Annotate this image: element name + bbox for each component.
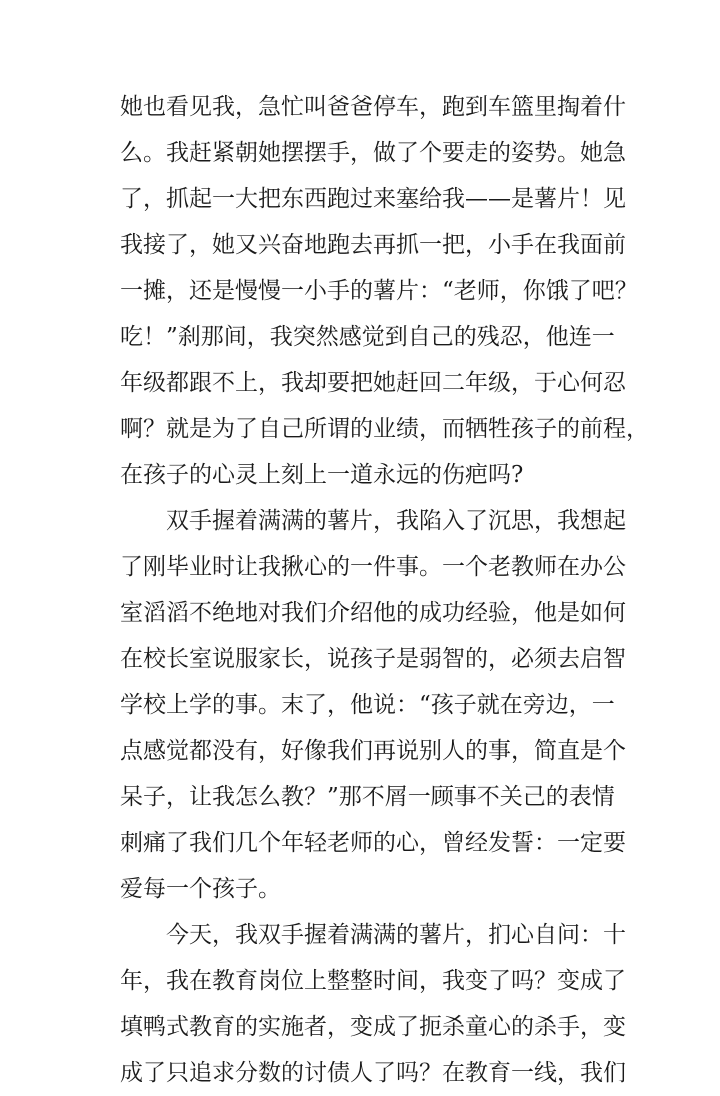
text-line: 刺痛了我们几个年轻老师的心，曾经发誓：一定要 [120,830,626,856]
text-line: 吃！”刹那间，我突然感觉到自己的残忍，他连一 [120,324,615,350]
text-line: 我接了，她又兴奋地跑去再抓一把，小手在我面前 [120,232,626,258]
body-text [120,84,649,1096]
text-line: 年，我在教育岗位上整整时间，我变了吗？变成了 [120,968,626,994]
text-line: 她也看见我，急忙叫爸爸停车，跑到车篮里掏着什 [120,94,626,120]
text-line: 填鸭式教育的实施者，变成了扼杀童心的杀手，变 [120,1014,626,1040]
text-line: 呆子，让我怎么教？”那不屑一顾事不关己的表情 [120,784,615,810]
text-line: 点感觉都没有，好像我们再说别人的事，简直是个 [120,738,626,764]
text-line: 学校上学的事。末了，他说：“孩子就在旁边，一 [120,692,615,718]
text-line: 么。我赶紧朝她摆摆手，做了个要走的姿势。她急 [120,140,626,166]
text-line: 啊？就是为了自己所谓的业绩，而牺牲孩子的前程， [120,416,649,442]
text-line: 了，抓起一大把东西跑过来塞给我——是薯片！见 [120,186,626,212]
text-line: 成了只追求分数的讨债人了吗？在教育一线，我们 [120,1060,626,1086]
text-line: 双手握着满满的薯片，我陷入了沉思，我想起 [166,508,626,534]
text-line: 今天，我双手握着满满的薯片，扪心自问：十 [166,922,626,948]
text-line: 一摊，还是慢慢一小手的薯片：“老师，你饿了吧？ [120,278,638,304]
text-line: 了刚毕业时让我揪心的一件事。一个老教师在办公 [120,554,626,580]
text-line: 在校长室说服家长，说孩子是弱智的，必须去启智 [120,646,626,672]
text-line: 爱每一个孩子。 [120,876,281,902]
text-line: 室滔滔不绝地对我们介绍他的成功经验，他是如何 [120,600,626,626]
text-line: 在孩子的心灵上刻上一道永远的伤疤吗? [120,462,524,488]
text-line: 年级都跟不上，我却要把她赶回二年级，于心何忍 [120,370,626,396]
